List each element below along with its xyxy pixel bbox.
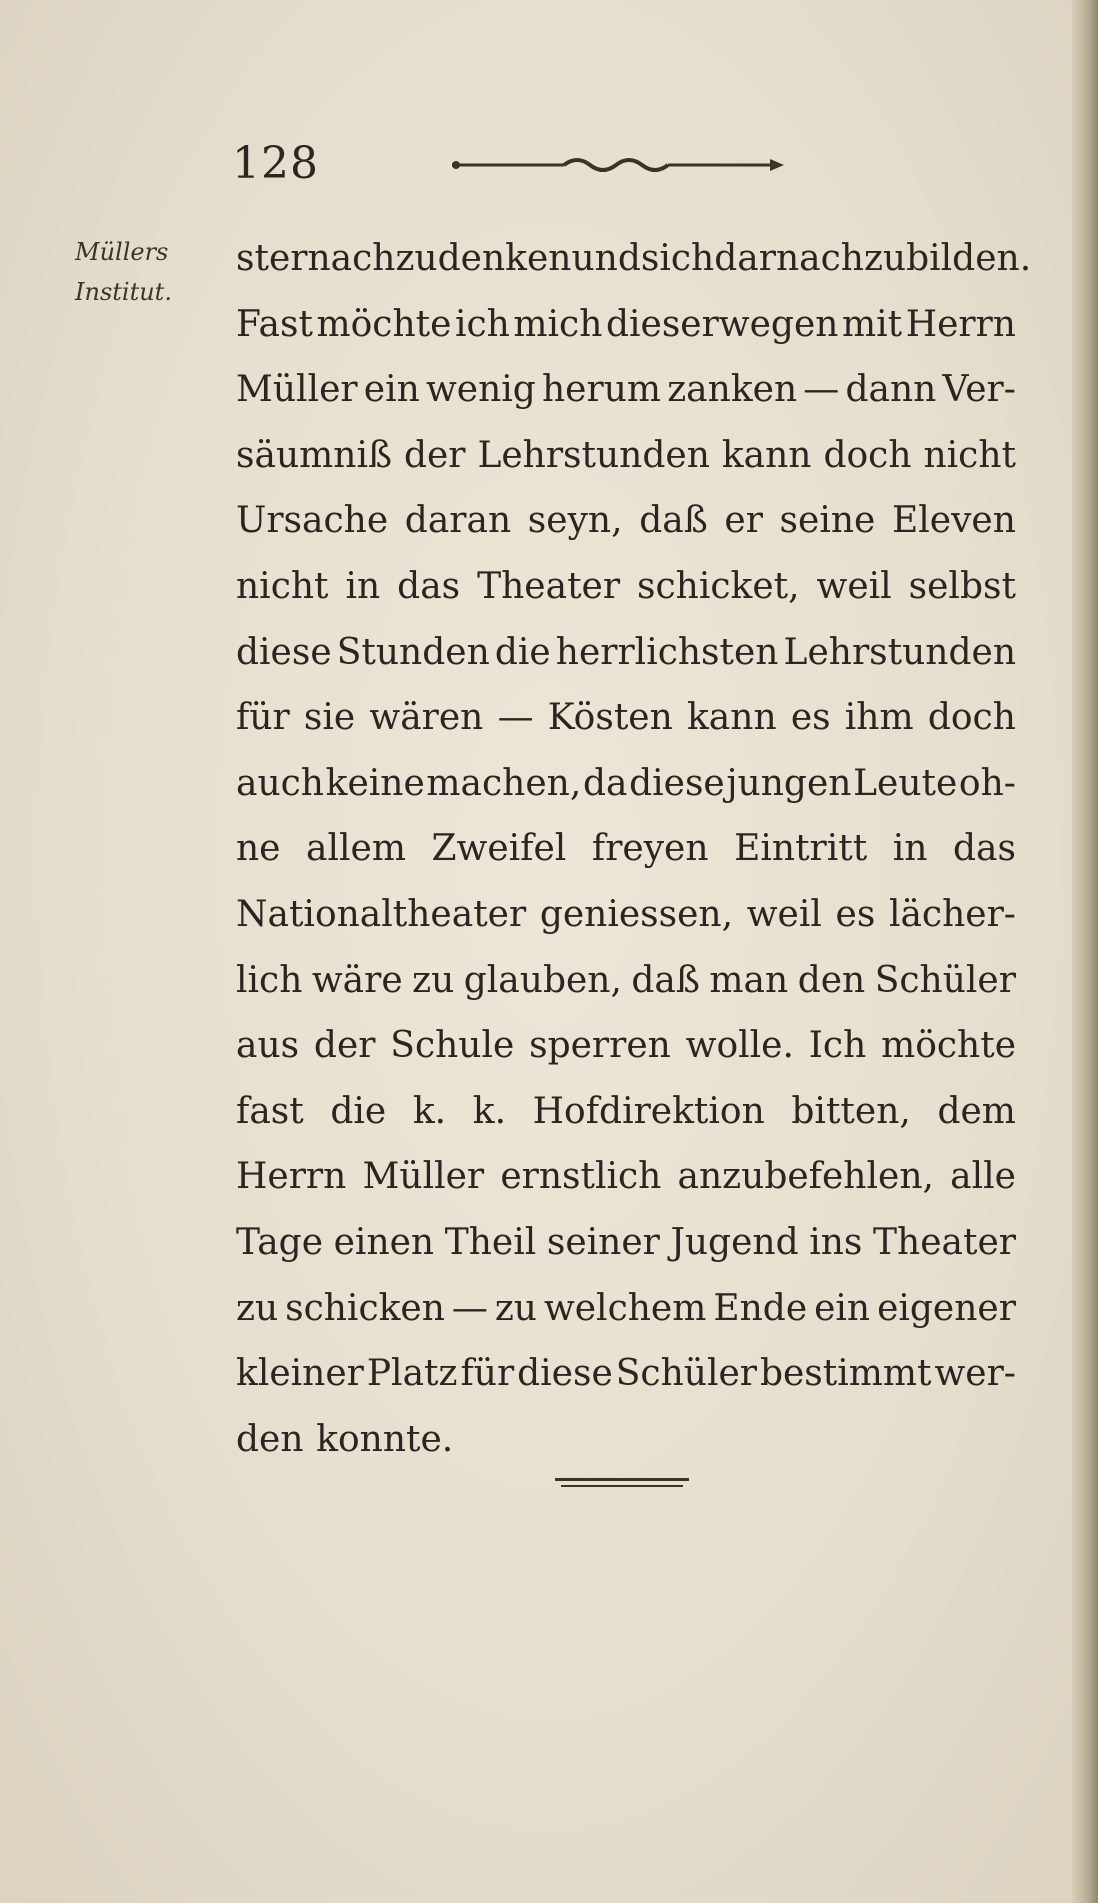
word: Schüler: [874, 959, 1016, 1001]
text-line: [236, 1276, 1016, 1342]
text-line: [236, 948, 1016, 1014]
word: lächer-: [888, 893, 1016, 935]
word: Theater: [873, 1221, 1016, 1263]
word: Tage: [236, 1221, 324, 1263]
word: glauben,: [463, 959, 622, 1001]
word: in: [892, 828, 928, 870]
word: Eintritt: [734, 828, 868, 870]
word: seine: [779, 500, 876, 542]
word: selbst: [908, 565, 1016, 607]
word: welchem: [543, 1287, 707, 1329]
word: Schüler: [615, 1353, 757, 1395]
word: Lehrstunden: [477, 434, 710, 476]
word: Zweifel: [431, 828, 567, 870]
text-line: [236, 751, 1016, 817]
word: daran: [404, 500, 512, 542]
word: aus: [236, 1025, 300, 1067]
word: Schule: [390, 1025, 515, 1067]
word: schicken: [285, 1287, 445, 1329]
word: Herrn: [236, 1156, 347, 1198]
word: Herrn: [905, 303, 1016, 345]
header-ornament: [452, 150, 1012, 180]
word: geniessen,: [539, 893, 734, 935]
word: diese: [236, 631, 332, 673]
marginal-note-line: Institut.: [75, 278, 172, 306]
word: dem: [937, 1090, 1016, 1132]
word: bitten,: [791, 1090, 911, 1132]
word: wären: [369, 697, 484, 739]
page-number: 128: [232, 138, 319, 189]
word: herum: [542, 369, 662, 411]
word: wenig: [425, 369, 536, 411]
word: Platz: [366, 1353, 458, 1395]
word: —: [451, 1287, 488, 1329]
word: ein: [363, 369, 420, 411]
word: konnte.: [316, 1418, 454, 1460]
word: dann: [845, 369, 937, 411]
word: Hofdirektion: [532, 1090, 765, 1132]
word: anzubefehlen,: [677, 1156, 934, 1198]
word: diese: [517, 1353, 613, 1395]
word: einen: [333, 1221, 435, 1263]
word: kleiner: [236, 1353, 364, 1395]
word: —: [497, 697, 534, 739]
word: machen,: [426, 762, 582, 804]
word: zu: [236, 1287, 279, 1329]
word: seyn,: [527, 500, 623, 542]
text-line: [236, 488, 1016, 554]
word: ster: [236, 238, 308, 279]
text-line: [236, 620, 1016, 686]
page-header: [232, 138, 792, 188]
word: zu: [494, 1287, 537, 1329]
word: die: [494, 631, 551, 673]
word: Müller: [236, 369, 358, 411]
word: jungen: [726, 762, 852, 804]
word: Jugend: [670, 1221, 799, 1263]
word: Kösten: [547, 697, 673, 739]
word: möchte: [316, 303, 452, 345]
word: ernstlich: [500, 1156, 662, 1198]
marginal-note: [75, 232, 205, 312]
word: schicket,: [637, 565, 800, 607]
word: daß: [639, 500, 708, 542]
text-line: [236, 554, 1016, 620]
word: Lehrstunden: [783, 631, 1016, 673]
word: doch: [823, 434, 912, 476]
word: der: [403, 434, 466, 476]
word: ins: [809, 1221, 863, 1263]
word: den: [236, 1418, 304, 1460]
marginal-note-line: Müllers: [75, 238, 169, 266]
word: ein: [814, 1287, 871, 1329]
text-line: [236, 685, 1016, 751]
word: darnach: [714, 238, 864, 279]
word: kann: [686, 697, 777, 739]
word: ne: [236, 828, 281, 870]
word: Müller: [362, 1156, 485, 1198]
word: es: [835, 893, 876, 935]
word: kann: [721, 434, 812, 476]
text-line: [236, 882, 1016, 948]
text-line: [236, 423, 1016, 489]
word: sperren: [529, 1025, 671, 1067]
text-line: [236, 1013, 1016, 1079]
word: das: [953, 828, 1016, 870]
word: Ursache: [236, 500, 389, 542]
word: und: [571, 238, 641, 279]
word: Ich: [808, 1025, 867, 1067]
end-rule: [555, 1475, 689, 1491]
word: keine: [325, 762, 425, 804]
word: das: [397, 565, 461, 607]
word: der: [313, 1025, 376, 1067]
word: seiner: [546, 1221, 660, 1263]
text-line: [236, 1144, 1016, 1210]
text-line: [236, 1407, 1016, 1473]
word: mit: [842, 303, 903, 345]
word: nicht: [236, 565, 329, 607]
text-line: [236, 1079, 1016, 1145]
word: —: [803, 369, 840, 411]
word: freyen: [591, 828, 709, 870]
word: k.: [412, 1090, 447, 1132]
word: möchte: [881, 1025, 1016, 1067]
word: bestimmt: [759, 1353, 932, 1395]
word: doch: [927, 697, 1016, 739]
word: Stunden: [336, 631, 490, 673]
word: zu: [412, 959, 455, 1001]
word: man: [709, 959, 789, 1001]
word: eigener: [877, 1287, 1016, 1329]
word: die: [330, 1090, 387, 1132]
word: nachzudenken: [307, 238, 572, 279]
text-line: [236, 1341, 1016, 1407]
text-line: [236, 292, 1016, 358]
word: säumniß: [236, 434, 393, 476]
text-line: [236, 357, 1016, 423]
text-line: [236, 1210, 1016, 1276]
word: mich: [513, 303, 603, 345]
word: Leute: [853, 762, 958, 804]
word: in: [345, 565, 381, 607]
text-line: [236, 226, 1032, 292]
word: sie: [303, 697, 356, 739]
word: k.: [472, 1090, 507, 1132]
word: wolle.: [685, 1025, 794, 1067]
word: weil: [816, 565, 892, 607]
word: auch: [236, 762, 324, 804]
word: zanken: [667, 369, 798, 411]
word: oh-: [958, 762, 1016, 804]
word: daß: [631, 959, 700, 1001]
word: Nationaltheater: [236, 893, 527, 935]
word: zu: [863, 238, 907, 279]
word: weil: [746, 893, 822, 935]
word: fast: [236, 1090, 304, 1132]
word: Eleven: [891, 500, 1016, 542]
word: er: [724, 500, 763, 542]
word: es: [790, 697, 831, 739]
word: herrlichsten: [555, 631, 779, 673]
word: bilden.: [906, 238, 1032, 279]
word: Fast: [236, 303, 313, 345]
word: den: [797, 959, 866, 1001]
word: Ver-: [942, 369, 1016, 411]
word: nicht: [923, 434, 1016, 476]
word: diese: [629, 762, 725, 804]
word: sich: [640, 238, 715, 279]
word: lich: [236, 959, 303, 1001]
page-edge-shadow: [1072, 0, 1098, 1903]
word: für: [236, 697, 290, 739]
word: da: [582, 762, 628, 804]
body-text: [236, 226, 1032, 1472]
word: ich: [454, 303, 510, 345]
word: dieserwegen: [605, 303, 839, 345]
word: ihm: [844, 697, 914, 739]
word: alle: [950, 1156, 1016, 1198]
word: Ende: [713, 1287, 808, 1329]
word: wäre: [311, 959, 403, 1001]
word: Theil: [444, 1221, 537, 1263]
word: wer-: [934, 1353, 1016, 1395]
text-line: [236, 816, 1016, 882]
word: allem: [306, 828, 406, 870]
word: für: [460, 1353, 515, 1395]
word: Theater: [477, 565, 621, 607]
